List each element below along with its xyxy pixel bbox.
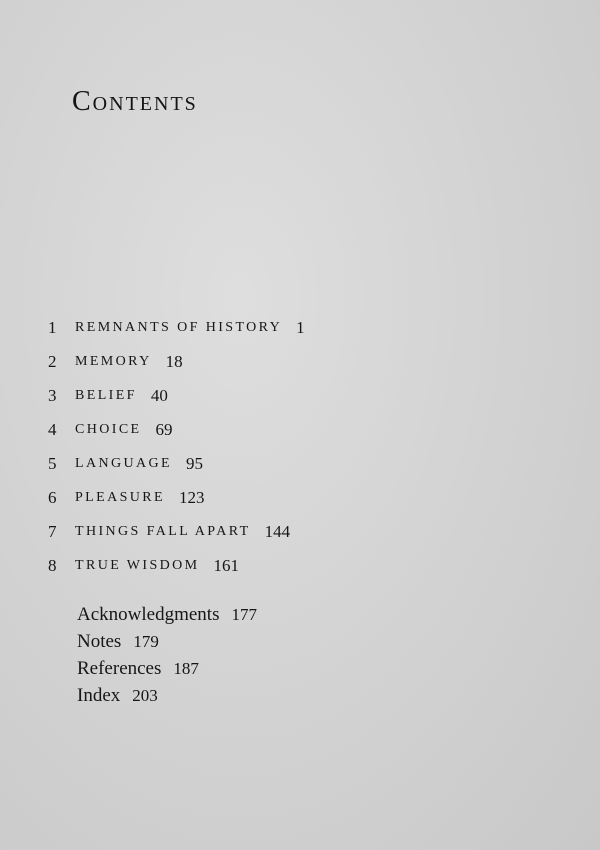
chapter-number: 8 <box>48 556 57 575</box>
contents-heading: Contents <box>72 86 198 117</box>
backmatter-title: References <box>77 657 162 679</box>
chapter-title: CHOICE <box>75 422 142 437</box>
backmatter-title: Notes <box>77 630 122 652</box>
chapter-number: 7 <box>48 522 57 541</box>
chapter-entry <box>48 413 528 447</box>
backmatter-title: Acknowledgments <box>77 603 220 625</box>
chapter-entry <box>48 345 528 379</box>
chapter-title: MEMORY <box>75 354 152 369</box>
chapter-entry <box>48 447 528 481</box>
chapter-entry <box>48 379 528 413</box>
chapter-page-number: 69 <box>155 420 173 439</box>
chapter-title: BELIEF <box>75 388 137 403</box>
chapter-number: 6 <box>48 488 57 507</box>
chapter-title: PLEASURE <box>75 490 165 505</box>
chapter-entry <box>48 311 528 345</box>
backmatter-page-number: 177 <box>231 604 257 624</box>
backmatter-page-number: 187 <box>173 658 199 678</box>
chapter-page-number: 144 <box>264 522 291 541</box>
chapter-number: 5 <box>48 454 57 473</box>
chapter-entry <box>48 549 528 583</box>
chapter-page-number: 40 <box>150 386 168 405</box>
chapter-page-number: 123 <box>179 488 205 507</box>
chapter-page-number: 95 <box>185 454 203 473</box>
chapter-title: THINGS FALL APART <box>75 524 251 539</box>
backmatter-title: Index <box>77 684 121 706</box>
chapter-number: 2 <box>48 352 57 371</box>
chapter-number: 1 <box>48 318 57 337</box>
backmatter-entry <box>77 655 477 682</box>
backmatter-list <box>77 601 477 709</box>
backmatter-entry <box>77 682 477 709</box>
chapter-title: REMNANTS OF HISTORY <box>75 320 283 335</box>
chapter-entry <box>48 481 528 515</box>
backmatter-entry <box>77 628 477 655</box>
chapter-list <box>48 311 528 583</box>
backmatter-page-number: 203 <box>132 685 158 705</box>
chapter-page-number: 161 <box>213 556 240 575</box>
chapter-title: LANGUAGE <box>75 456 172 471</box>
backmatter-entry <box>77 601 477 628</box>
chapter-entry <box>48 515 528 549</box>
chapter-number: 3 <box>48 386 57 405</box>
chapter-title: TRUE WISDOM <box>75 558 200 573</box>
backmatter-page-number: 179 <box>133 631 159 651</box>
chapter-page-number: 1 <box>296 318 305 337</box>
chapter-page-number: 18 <box>165 352 183 371</box>
chapter-number: 4 <box>48 420 57 439</box>
